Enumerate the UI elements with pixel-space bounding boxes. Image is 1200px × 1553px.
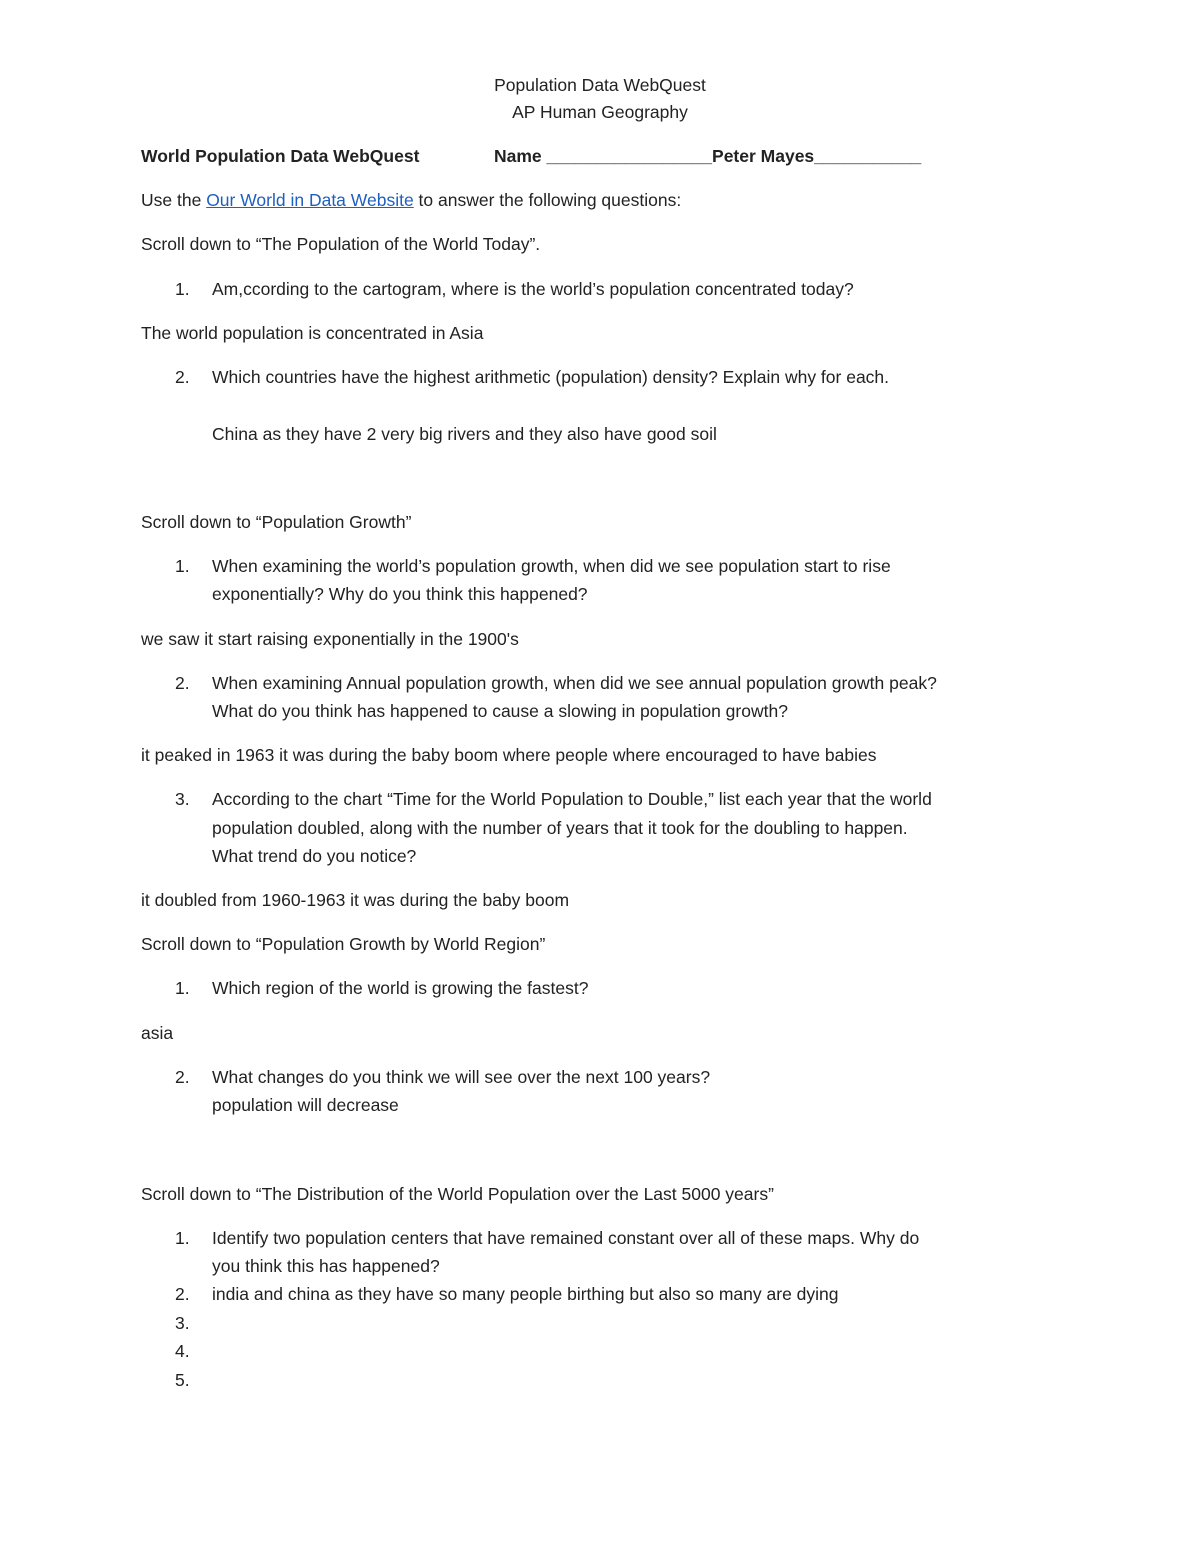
s2-a1-answer: we saw it start raising exponentially in the 1900's (141, 629, 519, 649)
s4-item-1-number: 1. (175, 1228, 190, 1248)
section-1-heading: Scroll down to “The Population of the World Today”. (141, 234, 541, 254)
our-world-in-data-link[interactable]: Our World in Data Website (206, 190, 414, 210)
s3-a2-answer: population will decrease (212, 1095, 399, 1115)
worksheet-label: World Population Data WebQuest (141, 146, 420, 166)
s3-q2-text: What changes do you think we will see over the next 100 years? (212, 1067, 711, 1087)
name-blank-1: _________________ (546, 146, 713, 166)
s2-a2-answer: it peaked in 1963 it was during the baby boom where people where encouraged to have babies (141, 745, 877, 765)
s1-a2-answer: China as they have 2 very big rivers and they also have good soil (212, 424, 717, 444)
s2-q3-number: 3. (175, 789, 190, 809)
student-name: Peter Mayes (712, 146, 815, 166)
s2-q2-line-2: What do you think has happened to cause a slowing in population growth? (212, 701, 788, 721)
s2-q2-line-1: When examining Annual population growth, when did we see annual population growth peak? (212, 673, 937, 693)
s3-a1-answer: asia (141, 1023, 174, 1043)
s1-a1-answer: The world population is concentrated in Asia (141, 323, 484, 343)
s1-q2-text: Which countries have the highest arithmetic (population) density? Explain why for each. (212, 367, 890, 387)
intro-pre: Use the (141, 190, 207, 210)
document-title: Population Data WebQuest (494, 75, 706, 95)
s2-q1-number: 1. (175, 556, 190, 576)
s2-q2-number: 2. (175, 673, 190, 693)
section-3-heading: Scroll down to “Population Growth by World Region” (141, 934, 546, 954)
s4-item-2-line-1: india and china as they have so many people birthing but also so many are dying (212, 1284, 839, 1304)
document-subtitle: AP Human Geography (512, 102, 688, 122)
s3-q2-number: 2. (175, 1067, 190, 1087)
s2-q3-line-3: What trend do you notice? (212, 846, 417, 866)
name-blank-2: ___________ (814, 146, 922, 166)
s4-item-1-line-1: Identify two population centers that have remained constant over all of these maps. Why do (212, 1228, 920, 1248)
s2-q3-line-1: According to the chart “Time for the World Population to Double,” list each year that the world (212, 789, 932, 809)
s4-item-4-number: 4. (175, 1341, 190, 1361)
s1-q2-number: 2. (175, 367, 190, 387)
s2-q3-line-2: population doubled, along with the number of years that it took for the doubling to happen. (212, 818, 908, 838)
s3-q1-text: Which region of the world is growing the fastest? (212, 978, 589, 998)
s1-q1-text: Am,ccording to the cartogram, where is the world’s population concentrated today? (212, 279, 854, 299)
s4-item-1-line-2: you think this has happened? (212, 1256, 440, 1276)
name-label: Name (494, 146, 542, 166)
intro-post: to answer the following questions: (413, 190, 682, 210)
section-2-heading: Scroll down to “Population Growth” (141, 512, 412, 532)
s4-item-5-number: 5. (175, 1370, 190, 1390)
s4-item-2-number: 2. (175, 1284, 190, 1304)
s4-item-3-number: 3. (175, 1313, 190, 1333)
s2-q1-line-1: When examining the world’s population growth, when did we see population start to rise (212, 556, 891, 576)
s3-q1-number: 1. (175, 978, 190, 998)
s2-a3-answer: it doubled from 1960-1963 it was during the baby boom (141, 890, 570, 910)
section-4-heading: Scroll down to “The Distribution of the World Population over the Last 5000 years” (141, 1184, 774, 1204)
intro-line (141, 189, 681, 211)
name-field (494, 145, 921, 167)
s1-q1-number: 1. (175, 279, 190, 299)
s2-q1-line-2: exponentially? Why do you think this happened? (212, 584, 588, 604)
